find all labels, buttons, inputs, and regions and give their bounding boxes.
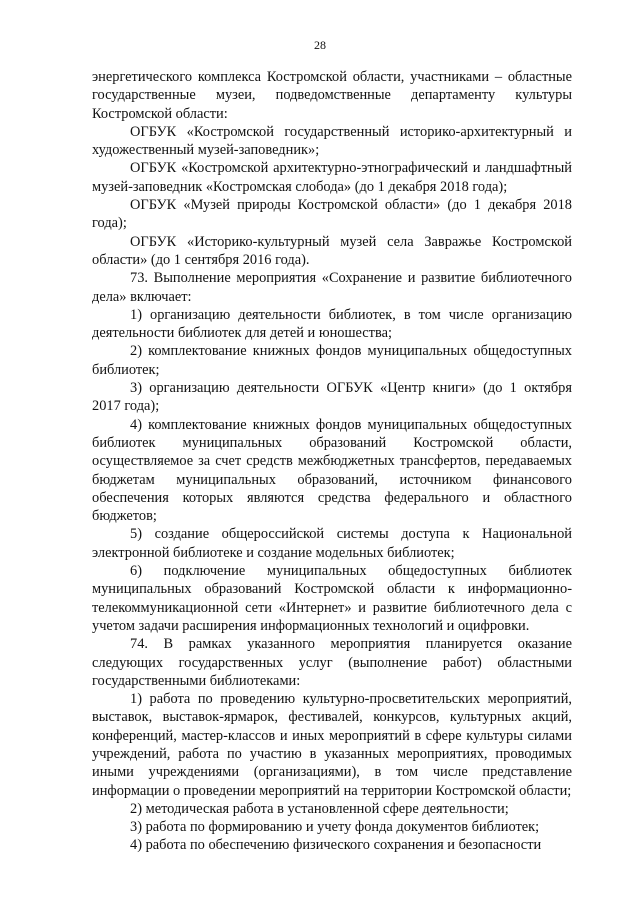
document-body	[92, 68, 572, 855]
paragraph-museum-1: ОГБУК «Костромской государственный историко-архитектурный и художественный музей-заповедник»;	[92, 123, 572, 159]
list-item-74-3: 3) работа по формированию и учету фонда документов библиотек;	[130, 819, 540, 836]
list-item-74-1: 1) работа по проведению культурно-просветительских мероприятий, выставок, выставок-ярмарок, фестивалей, конкурсов, культурных акций, конференций, мастер-классов и иных мероприятий в сфере культуры силами учреждений, работа по участию в указанных мероприятиях, проводимых иными учреждениями (организациями), в том числе представление информации о проведении мероприятий на территории Костромской области;	[92, 691, 572, 799]
list-item-73-4: 4) комплектование книжных фондов муниципальных общедоступных библиотек муниципальных образований Костромской области, осуществляемое за счет средств межбюджетных трансфертов, передаваемых бюджетам муниципальных образований, источником финансового обеспечения которых являются средства федерального и областного бюджетов;	[92, 416, 572, 525]
list-item-73-3: 3) организацию деятельности ОГБУК «Центр книги» (до 1 октября 2017 года);	[92, 380, 572, 415]
list-item-73-1: 1) организацию деятельности библиотек, в том числе организацию деятельности библиотек для детей и юношества;	[92, 306, 572, 342]
list-item-73-6: 6) подключение муниципальных общедоступных библиотек муниципальных образований Костромской области к информационно-телекоммуникационной сети «Интернет» и развитие библиотечного дела с учетом задачи расширения информационных технологий и оцифровки.	[92, 563, 572, 634]
paragraph-74: 74. В рамках указанного мероприятия планируется оказание следующих государственных услуг (выполнение работ) областными государственными библиотеками:	[92, 636, 572, 689]
list-item-74-4: 4) работа по обеспечению физического сохранения и безопасности	[130, 837, 542, 854]
paragraph-museum-4: ОГБУК «Историко-культурный музей села Завражье Костромской области» (до 1 сентября 2016 года).	[92, 233, 572, 268]
paragraph-73: 73. Выполнение мероприятия «Сохранение и развитие библиотечного дела» включает:	[92, 270, 572, 305]
list-item-73-2: 2) комплектование книжных фондов муниципальных общедоступных библиотек;	[92, 343, 572, 378]
paragraph-museum-3: ОГБУК «Музей природы Костромской области» (до 1 декабря 2018 года);	[92, 197, 572, 232]
paragraph-continuation: энергетического комплекса Костромской области, участниками – областные государственные музеи, подведомственные департаменту культуры Костромской области:	[92, 69, 572, 122]
page-number: 28	[314, 38, 326, 52]
paragraph-museum-2: ОГБУК «Костромской архитектурно-этнографический и ландшафтный музей-заповедник «Костромская слобода» (до 1 декабря 2018 года);	[92, 160, 572, 195]
list-item-74-2: 2) методическая работа в установленной сфере деятельности;	[130, 800, 509, 817]
list-item-73-5: 5) создание общероссийской системы доступа к Национальной электронной библиотеке и создание модельных библиотек;	[92, 526, 572, 561]
